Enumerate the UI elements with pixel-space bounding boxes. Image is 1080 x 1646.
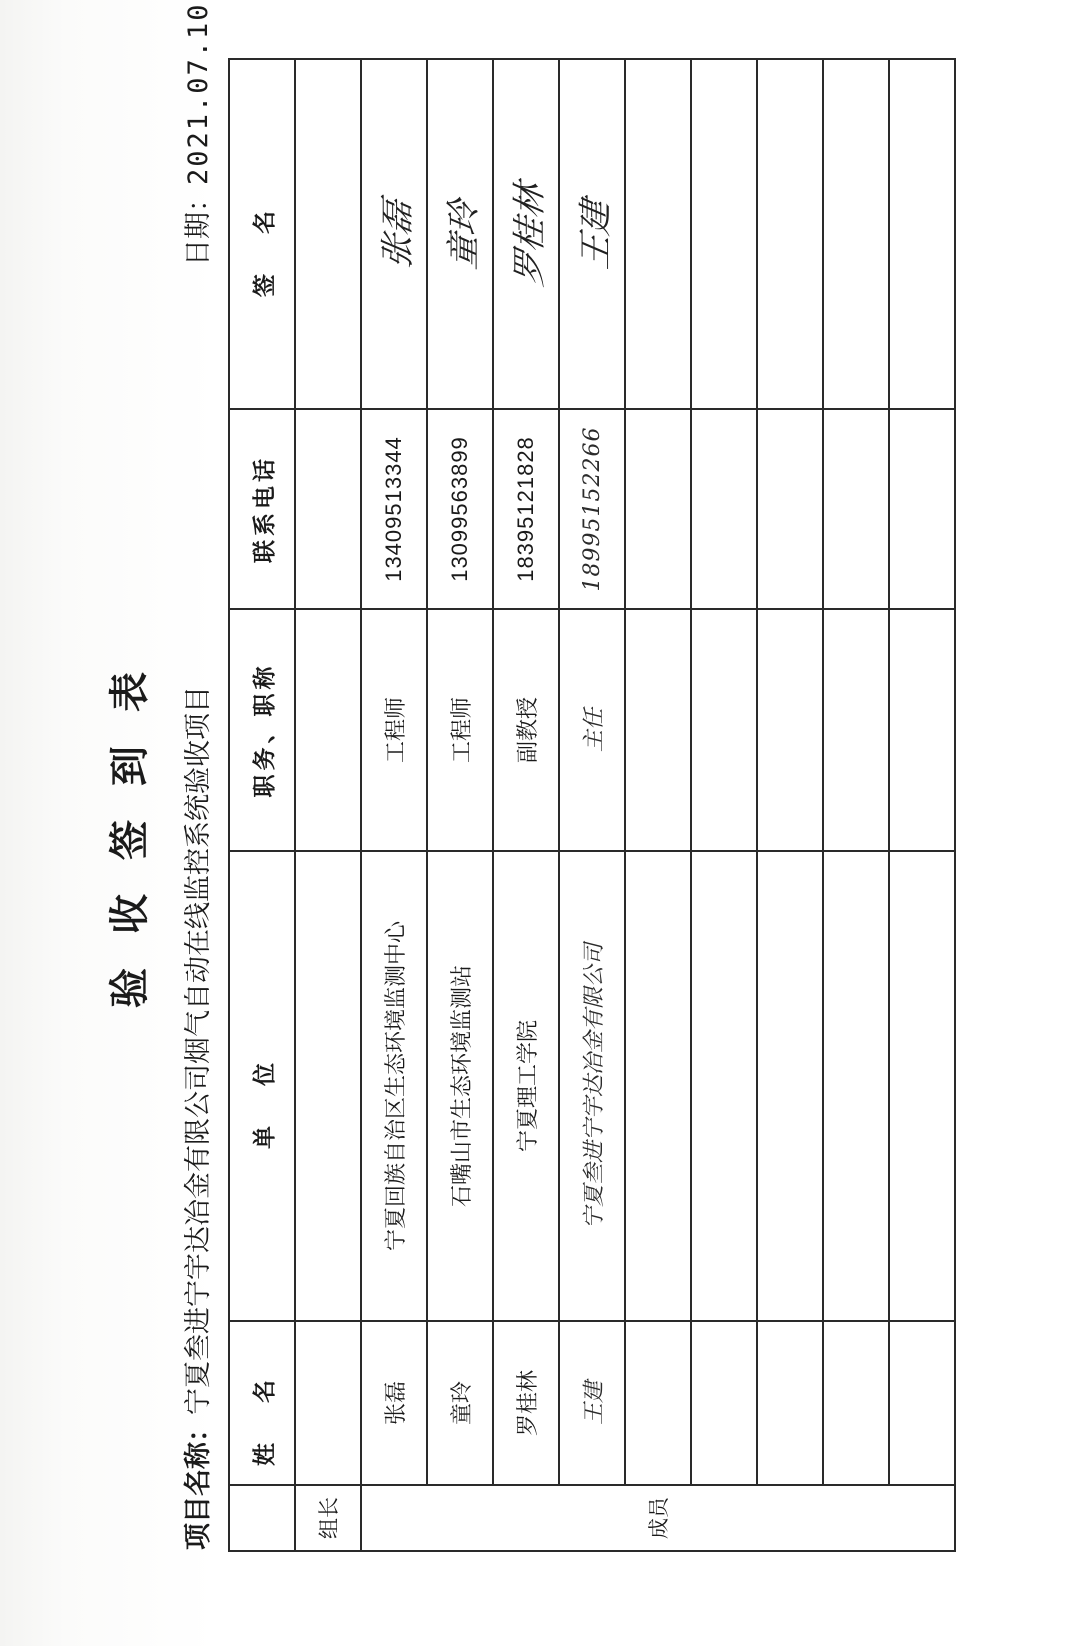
cell-signature (691, 59, 757, 409)
cell-name (757, 1321, 823, 1485)
cell-name (889, 1321, 955, 1485)
cell-phone (757, 409, 823, 609)
cell-name: 罗桂林 (493, 1321, 559, 1485)
cell-signature (757, 59, 823, 409)
cell-phone (625, 409, 691, 609)
cell-unit: 宁夏叁进宁宇达冶金有限公司 (559, 851, 625, 1321)
cell-phone (295, 409, 361, 609)
header-unit: 单位 (229, 851, 295, 1321)
header-role (229, 1485, 295, 1551)
cell-phone: 18395121828 (493, 409, 559, 609)
cell-signature (559, 59, 625, 409)
cell-unit: 宁夏理工学院 (493, 851, 559, 1321)
cell-phone: 18995152266 (559, 409, 625, 609)
header-row (229, 59, 295, 1551)
cell-phone: 13099563899 (427, 409, 493, 609)
cell-title: 副教授 (493, 609, 559, 851)
cell-signature (823, 59, 889, 409)
cell-title: 工程师 (427, 609, 493, 851)
cell-name: 王建 (559, 1321, 625, 1485)
cell-unit (889, 851, 955, 1321)
handwritten-signature: 童玲 (443, 197, 484, 273)
cell-signature (493, 59, 559, 409)
role-leader: 组长 (295, 1485, 361, 1551)
handwritten-signature: 王建 (575, 197, 616, 273)
table-row (889, 59, 955, 1551)
table-row (691, 59, 757, 1551)
cell-title (691, 609, 757, 851)
cell-signature (625, 59, 691, 409)
table-row (361, 59, 427, 1551)
cell-unit: 宁夏回族自治区生态环境监测中心 (361, 851, 427, 1321)
date-value: 2021.07.10 (183, 2, 214, 185)
cell-title (757, 609, 823, 851)
cell-title (889, 609, 955, 851)
header-phone: 联系电话 (229, 409, 295, 609)
cell-title: 工程师 (361, 609, 427, 851)
cell-name (295, 1321, 361, 1485)
date-line (176, 2, 215, 266)
project-line (176, 686, 215, 1550)
cell-title (823, 609, 889, 851)
table-row (757, 59, 823, 1551)
cell-name (625, 1321, 691, 1485)
role-member: 成员 (361, 1485, 955, 1551)
cell-unit (823, 851, 889, 1321)
cell-phone (691, 409, 757, 609)
handwritten-signature: 罗桂林 (509, 180, 550, 290)
cell-title (625, 609, 691, 851)
cell-unit (757, 851, 823, 1321)
sign-in-table (228, 58, 956, 1552)
header-name: 姓名 (229, 1321, 295, 1485)
table-row (559, 59, 625, 1551)
table-row (427, 59, 493, 1551)
table-row (823, 59, 889, 1551)
cell-signature (889, 59, 955, 409)
cell-phone: 13409513344 (361, 409, 427, 609)
header-signature: 签名 (229, 59, 295, 409)
cell-name: 童玲 (427, 1321, 493, 1485)
cell-unit (691, 851, 757, 1321)
cell-unit (625, 851, 691, 1321)
cell-title: 主任 (559, 609, 625, 851)
cell-title (295, 609, 361, 851)
table-row (295, 59, 361, 1551)
cell-signature (295, 59, 361, 409)
date-label: 日期： (183, 185, 214, 266)
cell-name: 张磊 (361, 1321, 427, 1485)
cell-unit (295, 851, 361, 1321)
cell-signature (427, 59, 493, 409)
project-label: 项目名称： (183, 1415, 214, 1550)
cell-name (823, 1321, 889, 1485)
header-title: 职务、职称 (229, 609, 295, 851)
table-row (625, 59, 691, 1551)
table-row (493, 59, 559, 1551)
cell-unit: 石嘴山市生态环境监测站 (427, 851, 493, 1321)
document-title: 验收签到表 (106, 638, 153, 1008)
cell-phone (823, 409, 889, 609)
handwritten-signature: 张磊 (377, 197, 418, 273)
cell-signature (361, 59, 427, 409)
cell-name (691, 1321, 757, 1485)
cell-phone (889, 409, 955, 609)
project-name: 宁夏叁进宁宇达冶金有限公司烟气自动在线监控系统验收项目 (183, 686, 214, 1415)
